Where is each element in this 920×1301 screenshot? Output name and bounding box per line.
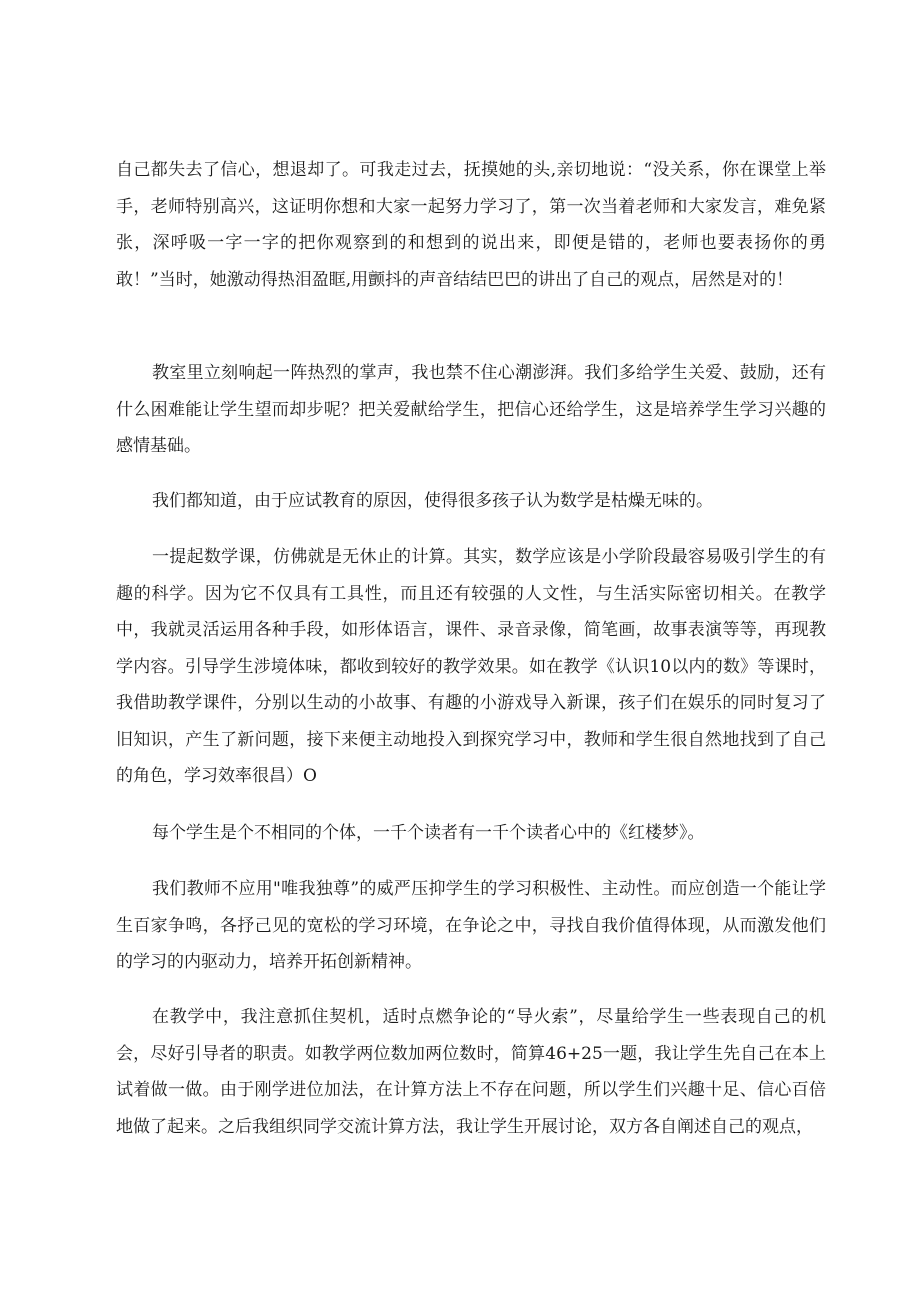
paragraph: 一提起数学课，仿佛就是无休止的计算。其实，数学应该是小学阶段最容易吸引学生的有趣的科学。因为它不仅具有工具性，而且还有较强的人文性，与生活实际密切相关。在教学中，我就灵活运用各种手段，如形体语言，课件、录音录像，简笔画，故事表演等等，再现教学内容。引导学生涉境体味，都收到较好的教学效果。如在教学《认识10以内的数》等课时，我借助教学课件，分别以生动的小故事、有趣的小游戏导入新课，孩子们在娱乐的同时复习了旧知识，产生了新问题，接下来便主动地投入到探究学习中，教师和学生很自然地找到了自己的角色，学习效率很昌）O (116, 547, 826, 786)
paragraph: 每个学生是个不相同的个体，一千个读者有一千个读者心中的《红楼梦》。 (152, 823, 705, 843)
paragraph: 在教学中，我注意抓住契机，适时点燃争论的“导火索”，尽量给学生一些表现自己的机会，尽好引导者的职责。如教学两位数加两位数时，简算46+25一题，我让学生先自己在本上试着做一做。由于刚学进位加法，在计算方法上不存在问题，所以学生们兴趣十足、信心百倍地做了起来。之后我组织同学交流计算方法，我让学生开展讨论，双方各自阐述自己的观点， (116, 1007, 826, 1137)
paragraph: 我们都知道，由于应试教育的原因，使得很多孩子认为数学是枯燥无味的。 (152, 491, 713, 511)
paragraph-continued: 自己都失去了信心，想退却了。可我走过去，抚摸她的头,亲切地说：“没关系，你在课堂上举手，老师特别高兴，这证明你想和大家一起努力学习了，第一次当着老师和大家发言，难免紧张，深呼吸一字一字的把你观察到的和想到的说出来，即便是错的，老师也要表扬你的勇敢！”当时，她激动得热泪盈眶,用颤抖的声音结结巴巴的讲出了自己的观点，居然是对的！ (116, 160, 826, 290)
paragraph: 教室里立刻响起一阵热烈的掌声，我也禁不住心潮澎湃。我们多给学生关爱、鼓励，还有什么困难能让学生望而却步呢？把关爱献给学生，把信心还给学生，这是培养学生学习兴趣的感情基础。 (116, 363, 826, 456)
paragraph: 我们教师不应用"唯我独尊”的威严压抑学生的学习积极性、主动性。而应创造一个能让学生百家争鸣，各抒己见的宽松的学习环境，在争论之中，寻找自我价值得体现，从而激发他们的学习的内驱动力，培养开拓创新精神。 (116, 879, 826, 972)
